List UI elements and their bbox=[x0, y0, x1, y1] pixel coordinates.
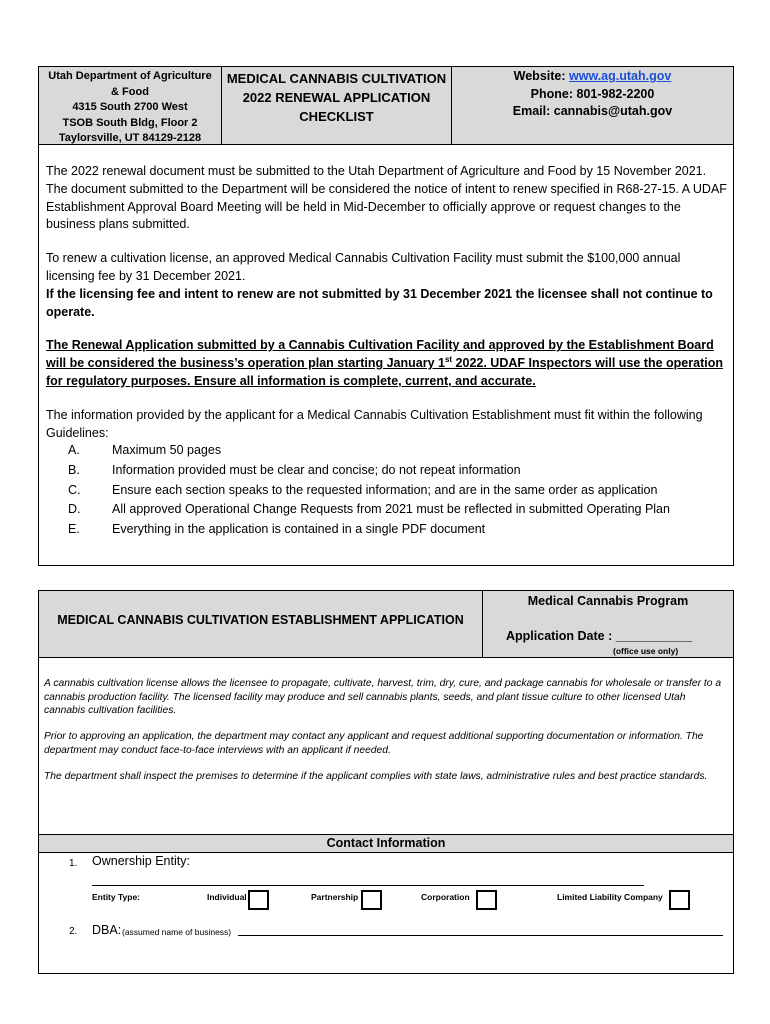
guideline-letter: A. bbox=[68, 443, 80, 458]
option-individual-label: Individual bbox=[207, 892, 247, 902]
entity-type-label: Entity Type: bbox=[92, 892, 141, 902]
title-line: MEDICAL CANNABIS CULTIVATION bbox=[226, 71, 447, 86]
operation-plan-text-a: The Renewal Application submitted by a Cannabis Cultivation Facility and approved by the Establishment Board will be considered the business’s operation plan starting January 1 bbox=[46, 338, 714, 371]
guideline-text: All approved Operational Change Requests from 2021 must be reflected in submitted Operating Plan bbox=[112, 502, 670, 517]
dba-label: DBA: bbox=[92, 923, 122, 937]
dba-note: (assumed name of business) bbox=[122, 927, 232, 937]
application-header bbox=[39, 591, 733, 658]
office-use-note: (office use only) bbox=[613, 646, 679, 656]
guideline-item bbox=[46, 462, 727, 482]
application-section bbox=[38, 590, 734, 974]
agency-address bbox=[39, 67, 222, 144]
website-label: Website: bbox=[513, 69, 569, 83]
corporation-checkbox[interactable] bbox=[476, 890, 497, 910]
phone-text: Phone: 801-982-2200 bbox=[530, 86, 655, 101]
application-title: MEDICAL CANNABIS CULTIVATION ESTABLISHMENT APPLICATION bbox=[39, 591, 483, 657]
agency-line: & Food bbox=[111, 85, 149, 98]
question-number: 1. bbox=[69, 858, 78, 869]
checklist-body bbox=[46, 163, 727, 540]
guideline-letter: E. bbox=[68, 521, 80, 536]
ownership-entity-label: Ownership Entity: bbox=[92, 854, 190, 868]
email-text: Email: cannabis@utah.gov bbox=[512, 104, 673, 118]
guideline-letter: D. bbox=[68, 502, 81, 517]
intro-paragraph: Prior to approving an application, the department may contact any applicant and request additional supporting documentation or information. The department may conduct face-to-face interviews with an applicant if needed. bbox=[44, 731, 704, 756]
title-line: CHECKLIST bbox=[299, 109, 374, 124]
guideline-text: Everything in the application is contained in a single PDF document bbox=[112, 521, 486, 536]
website-link[interactable]: www.ag.utah.gov bbox=[569, 69, 672, 83]
guideline-item bbox=[46, 521, 727, 541]
submission-paragraph: The 2022 renewal document must be submitted to the Utah Department of Agriculture and Food by 15 November 2021. The document submitted to the Department will be considered the notice of intent to renew specified in R68-27-15. A UDAF Establishment Approval Board Meeting will be held in Mid-December to officially approve or request changes to the business plans submitted. bbox=[46, 164, 727, 232]
operation-plan-paragraph bbox=[46, 337, 727, 390]
title-line: 2022 RENEWAL APPLICATION bbox=[242, 90, 431, 105]
application-date-field[interactable]: Application Date : ___________ bbox=[506, 629, 693, 643]
guidelines-intro: The information provided by the applicant for a Medical Cannabis Cultivation Establishment must fit within the following Guidelines: bbox=[46, 407, 703, 440]
intro-paragraph: The department shall inspect the premises to determine if the applicant complies with state laws, administrative rules and best practice standards. bbox=[44, 770, 708, 782]
renewal-checklist-section bbox=[38, 66, 734, 566]
agency-line: Taylorsville, UT 84129-2128 bbox=[58, 132, 202, 144]
website-row bbox=[452, 68, 733, 86]
option-corporation-label: Corporation bbox=[421, 892, 470, 902]
ownership-entity-field[interactable] bbox=[92, 885, 644, 886]
question-number: 2. bbox=[69, 926, 78, 937]
agency-line: 4315 South 2700 West bbox=[72, 101, 188, 113]
guideline-text: Maximum 50 pages bbox=[112, 443, 222, 458]
program-block bbox=[483, 591, 733, 657]
individual-checkbox[interactable] bbox=[248, 890, 269, 910]
contact-block bbox=[452, 67, 733, 145]
licensing-fee-paragraph bbox=[46, 250, 727, 321]
contact-information-heading: Contact Information bbox=[39, 834, 733, 853]
partnership-checkbox[interactable] bbox=[361, 890, 382, 910]
program-name: Medical Cannabis Program bbox=[527, 594, 689, 608]
ordinal-suffix: st bbox=[444, 355, 453, 365]
guideline-letter: C. bbox=[68, 482, 81, 497]
guideline-text: Information provided must be clear and concise; do not repeat information bbox=[112, 462, 521, 477]
application-intro bbox=[44, 677, 727, 795]
guideline-item bbox=[46, 501, 727, 521]
option-llc-label: Limited Liability Company bbox=[557, 892, 663, 902]
licensing-fee-text: To renew a cultivation license, an approved Medical Cannabis Cultivation Facility must submit the $100,000 annual licensing fee by 31 December 2021. bbox=[46, 251, 681, 283]
agency-line: Utah Department of Agriculture bbox=[48, 70, 212, 82]
guideline-text: Ensure each section speaks to the requested information; and are in the same order as application bbox=[112, 482, 658, 497]
guideline-item bbox=[46, 482, 727, 502]
intro-paragraph: A cannabis cultivation license allows the licensee to propagate, cultivate, harvest, trim, dry, cure, and package cannabis for wholesale or transfer to a cannabis production facility. The licensed facility may produce and sell cannabis plants, seeds, and plant tissue culture to other licensed Utah cannabis cultivation facilities. bbox=[44, 678, 722, 717]
agency-line: TSOB South Bldg, Floor 2 bbox=[62, 116, 198, 129]
licensing-fee-warning: If the licensing fee and intent to renew are not submitted by 31 December 2021 the licensee shall not continue to operate. bbox=[46, 286, 713, 319]
guidelines-list bbox=[46, 442, 727, 540]
option-partnership-label: Partnership bbox=[311, 892, 359, 902]
guideline-letter: B. bbox=[68, 462, 80, 477]
llc-checkbox[interactable] bbox=[669, 890, 690, 910]
checklist-header bbox=[39, 67, 733, 145]
operation-plan-text-b: 2022. UDAF Inspectors will use the operation for regulatory purposes. Ensure all information is complete, current, and accurate. bbox=[46, 356, 723, 388]
dba-field[interactable] bbox=[238, 935, 723, 936]
guideline-item bbox=[46, 442, 727, 462]
checklist-title bbox=[222, 67, 452, 144]
